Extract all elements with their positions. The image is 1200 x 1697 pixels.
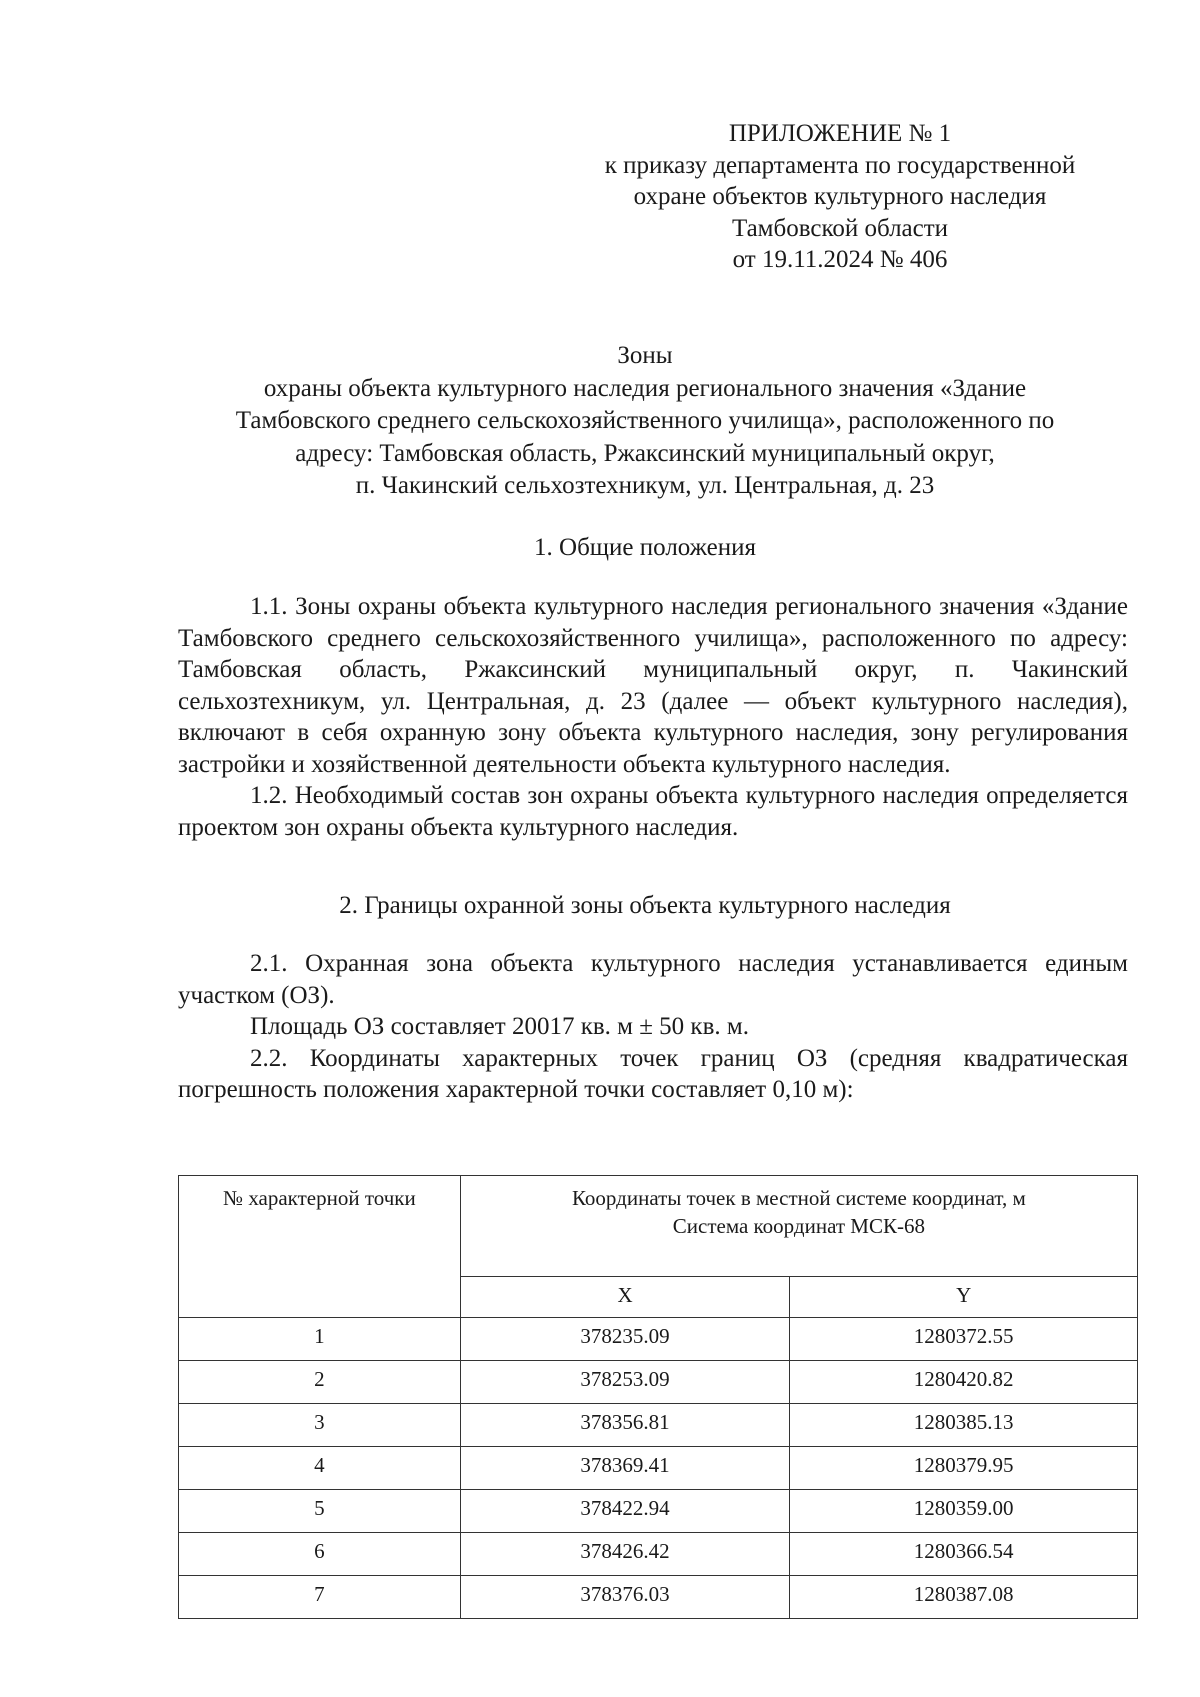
table-row	[179, 1318, 1138, 1361]
cell-y: 1280385.13	[790, 1404, 1138, 1447]
cell-y: 1280379.95	[790, 1447, 1138, 1490]
section-2-body	[178, 948, 1128, 1106]
appendix-order-line: охране объектов культурного наследия	[633, 183, 1047, 210]
paragraph-2-1: 2.1. Охранная зона объекта культурного наследия устанавливается единым участком (ОЗ).	[178, 950, 1128, 1009]
cell-x: 378376.03	[460, 1576, 790, 1619]
header-coordinate-system: Система координат МСК-68	[672, 1214, 925, 1238]
title-line: адресу: Тамбовская область, Ржаксинский муниципальный округ,	[295, 439, 995, 467]
title-line: Тамбовского среднего сельскохозяйственного училища», расположенного по	[235, 407, 1055, 434]
cell-y: 1280372.55	[790, 1318, 1138, 1361]
header-point-number: № характерной точки	[179, 1176, 461, 1318]
appendix-order-line: к приказу департамента по государственной	[604, 151, 1076, 179]
cell-y: 1280420.82	[790, 1361, 1138, 1404]
appendix-order-date: от 19.11.2024 № 406	[732, 246, 948, 273]
cell-y: 1280366.54	[790, 1533, 1138, 1576]
cell-x: 378426.42	[460, 1533, 790, 1576]
cell-point: 6	[179, 1533, 461, 1576]
header-coordinates	[460, 1176, 1137, 1277]
document-title	[160, 340, 1130, 503]
cell-point: 1	[179, 1318, 461, 1361]
appendix-order-line: Тамбовской области	[731, 214, 949, 242]
cell-point: 5	[179, 1490, 461, 1533]
header-coordinates-line: Координаты точек в местной системе координат, м	[571, 1186, 1026, 1210]
cell-x: 378356.81	[460, 1404, 790, 1447]
paragraph-2-2: 2.2. Координаты характерных точек границ ОЗ (средняя квадратическая погрешность положения характерной точки составляет 0,10 м):	[178, 1044, 1128, 1103]
table-row	[179, 1490, 1138, 1533]
table-row	[179, 1404, 1138, 1447]
cell-point: 3	[179, 1404, 461, 1447]
coordinates-table	[178, 1175, 1138, 1619]
appendix-header	[560, 118, 1120, 276]
header-x: X	[460, 1277, 790, 1318]
title-line: п. Чакинский сельхозтехникум, ул. Центральная, д. 23	[355, 472, 935, 499]
cell-point: 7	[179, 1576, 461, 1619]
table-row	[179, 1361, 1138, 1404]
cell-point: 4	[179, 1447, 461, 1490]
cell-x: 378422.94	[460, 1490, 790, 1533]
appendix-number: ПРИЛОЖЕНИЕ № 1	[728, 120, 952, 147]
title-line: Зоны	[617, 342, 673, 369]
header-y: Y	[790, 1277, 1138, 1318]
cell-y: 1280387.08	[790, 1576, 1138, 1619]
section-2-heading: 2. Границы охранной зоны объекта культурного наследия	[339, 892, 951, 919]
table-row	[179, 1447, 1138, 1490]
paragraph-1-2: 1.2. Необходимый состав зон охраны объекта культурного наследия определяется проектом зон охраны объекта культурного наследия.	[178, 782, 1128, 841]
cell-point: 2	[179, 1361, 461, 1404]
cell-x: 378235.09	[460, 1318, 790, 1361]
title-line: охраны объекта культурного наследия регионального значения «Здание	[263, 374, 1027, 402]
section-1-heading: 1. Общие положения	[534, 534, 756, 561]
table-row	[179, 1576, 1138, 1619]
section-1-body	[178, 591, 1128, 843]
paragraph-1-1: 1.1. Зоны охраны объекта культурного наследия регионального значения «Здание Тамбовского среднего сельскохозяйственного училища», расположенного по адресу: Тамбовская область, Ржаксинский муниципальный округ, п. Чакинский сельхозтехникум, ул. Центральная, д. 23 (далее — объект культурного наследия), включают в себя охранную зону объекта культурного наследия, зону регулирования застройки и хозяйственной деятельности объекта культурного наследия.	[178, 593, 1128, 778]
cell-y: 1280359.00	[790, 1490, 1138, 1533]
paragraph-area: Площадь ОЗ составляет 20017 кв. м ± 50 кв. м.	[250, 1013, 749, 1040]
cell-x: 378369.41	[460, 1447, 790, 1490]
table-row	[179, 1533, 1138, 1576]
table-header-row	[179, 1176, 1138, 1277]
cell-x: 378253.09	[460, 1361, 790, 1404]
